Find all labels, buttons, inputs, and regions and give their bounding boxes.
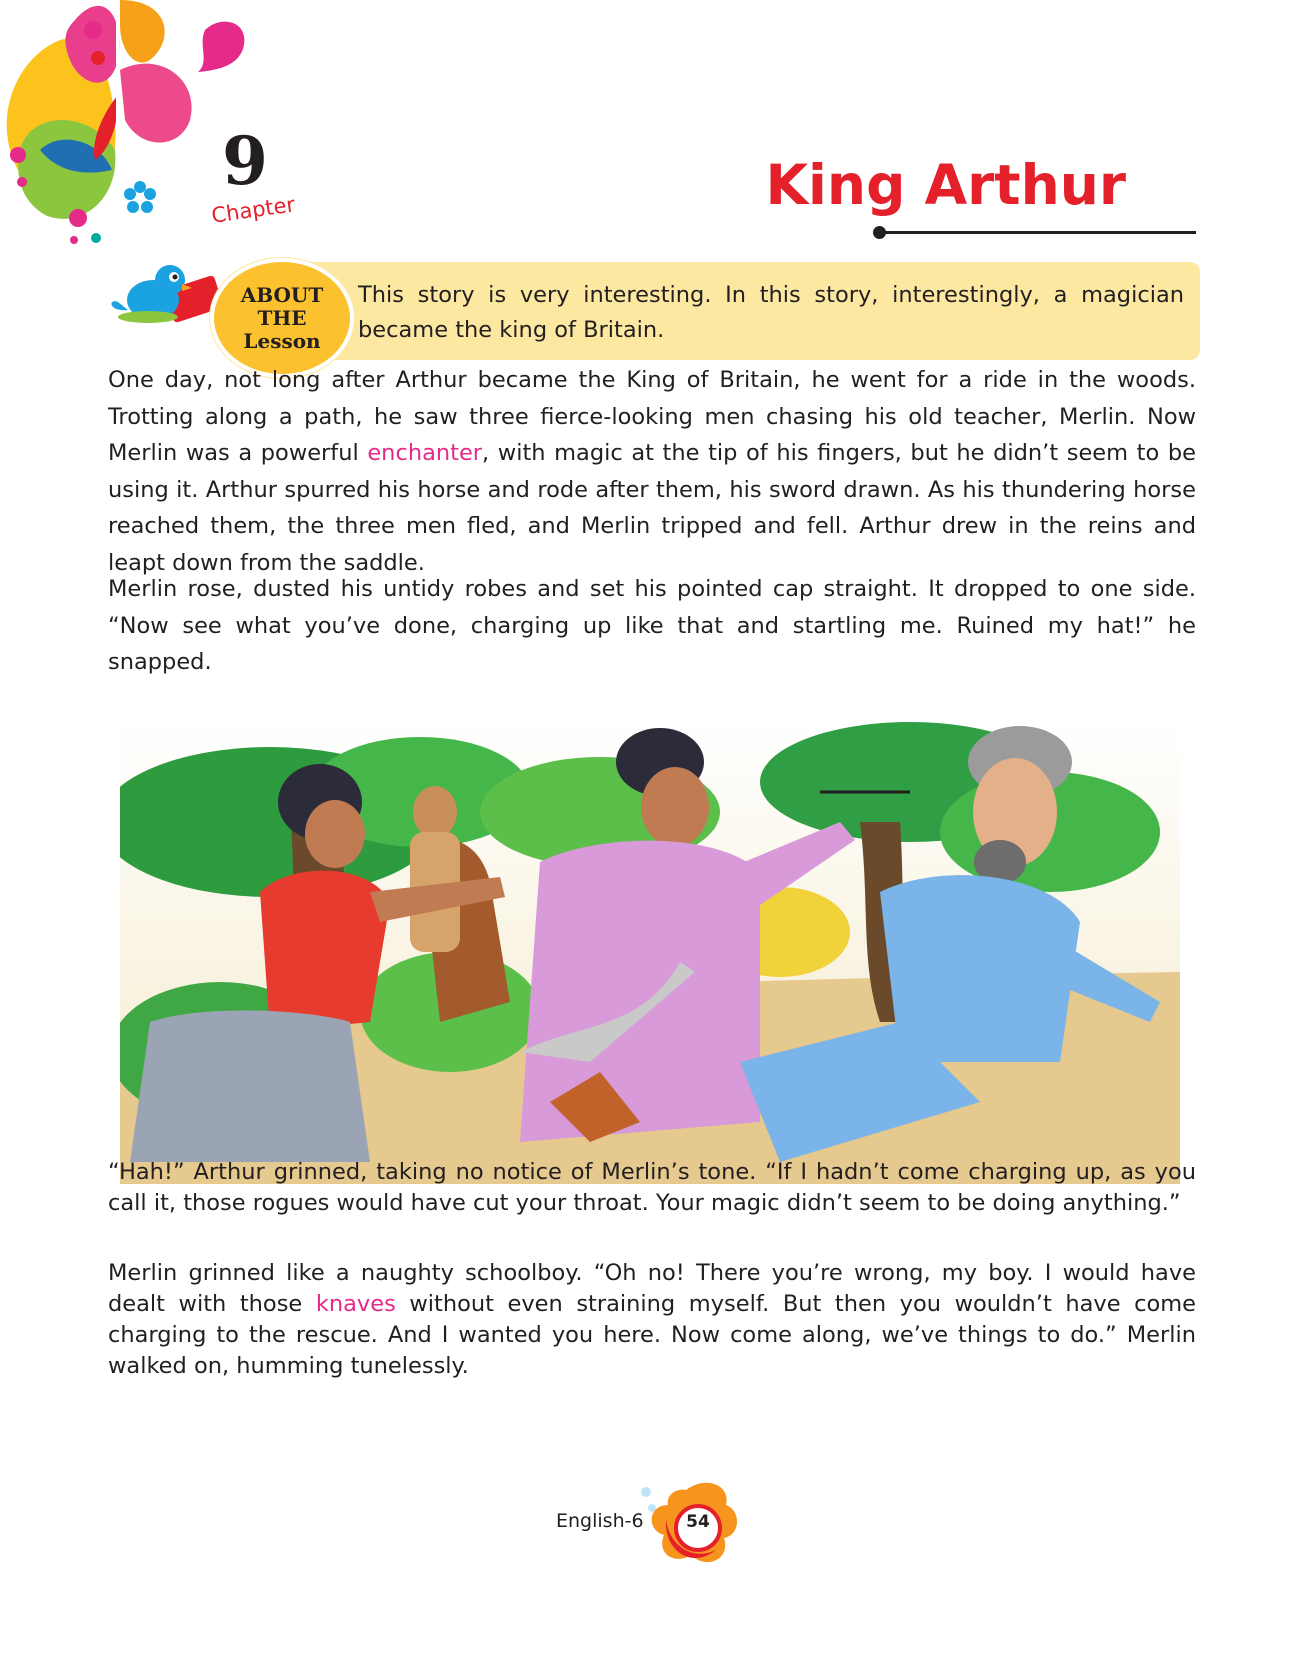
chapter-label: Chapter <box>210 192 297 228</box>
paragraph-1-text-a: One day, not long after Arthur became the King of Britain, he went for a ride in the woods. Trotting along a path, he saw three fierce-looking men chasing his old teacher, Merlin. Now Merlin was a powerful <box>108 367 1196 466</box>
story-illustration <box>120 722 1180 1184</box>
about-lesson-badge <box>210 258 354 378</box>
about-badge-line-2: THE <box>257 305 307 330</box>
book-label: English-6 <box>556 1510 644 1532</box>
vocab-word-knaves: knaves <box>315 1291 396 1317</box>
paragraph-4-text-b: without even straining myself. But then you wouldn’t have come charging to the rescue. And I wanted you here. Now come along, we’ve things to do.” Merlin walked on, humming tunelessly. <box>108 1291 1196 1379</box>
paragraph-1 <box>108 362 1196 581</box>
page-number: 54 <box>686 1512 710 1532</box>
title-underline <box>880 231 1196 234</box>
chapter-number: 9 <box>222 122 268 200</box>
paragraph-2: Merlin rose, dusted his untidy robes and set his pointed cap straight. It dropped to one side. “Now see what you’ve done, charging up like that and startling me. Ruined my hat!” he snapped. <box>108 576 1196 675</box>
paragraph-1-text-b: , with magic at the tip of his fingers, but he didn’t seem to be using it. Arthur spurred his horse and rode after them, his sword drawn. As his thundering horse reached them, the three men fled, and Merlin tripped and fell. Arthur drew in the reins and leapt down from the saddle. <box>108 440 1196 576</box>
paragraph-4-text-a: Merlin grinned like a naughty schoolboy. “Oh no! There you’re wrong, my boy. I would have dealt with those <box>108 1260 1196 1317</box>
about-badge-line-3: Lesson <box>243 328 321 353</box>
paragraph-3: “Hah!” Arthur grinned, taking no notice of Merlin’s tone. “If I hadn’t come charging up, as you call it, those rogues would have cut your throat. Your magic didn’t seem to be doing anything.” <box>108 1159 1196 1216</box>
page-title: King Arthur <box>765 153 1126 217</box>
about-badge-line-1: ABOUT <box>240 282 324 307</box>
title-underline-dot <box>873 226 886 239</box>
vocab-word-enchanter: enchanter <box>367 440 483 466</box>
paragraph-4 <box>108 1258 1196 1382</box>
about-lesson-text: This story is very interesting. In this story, interestingly, a magician became the king of Britain. <box>358 282 1184 343</box>
